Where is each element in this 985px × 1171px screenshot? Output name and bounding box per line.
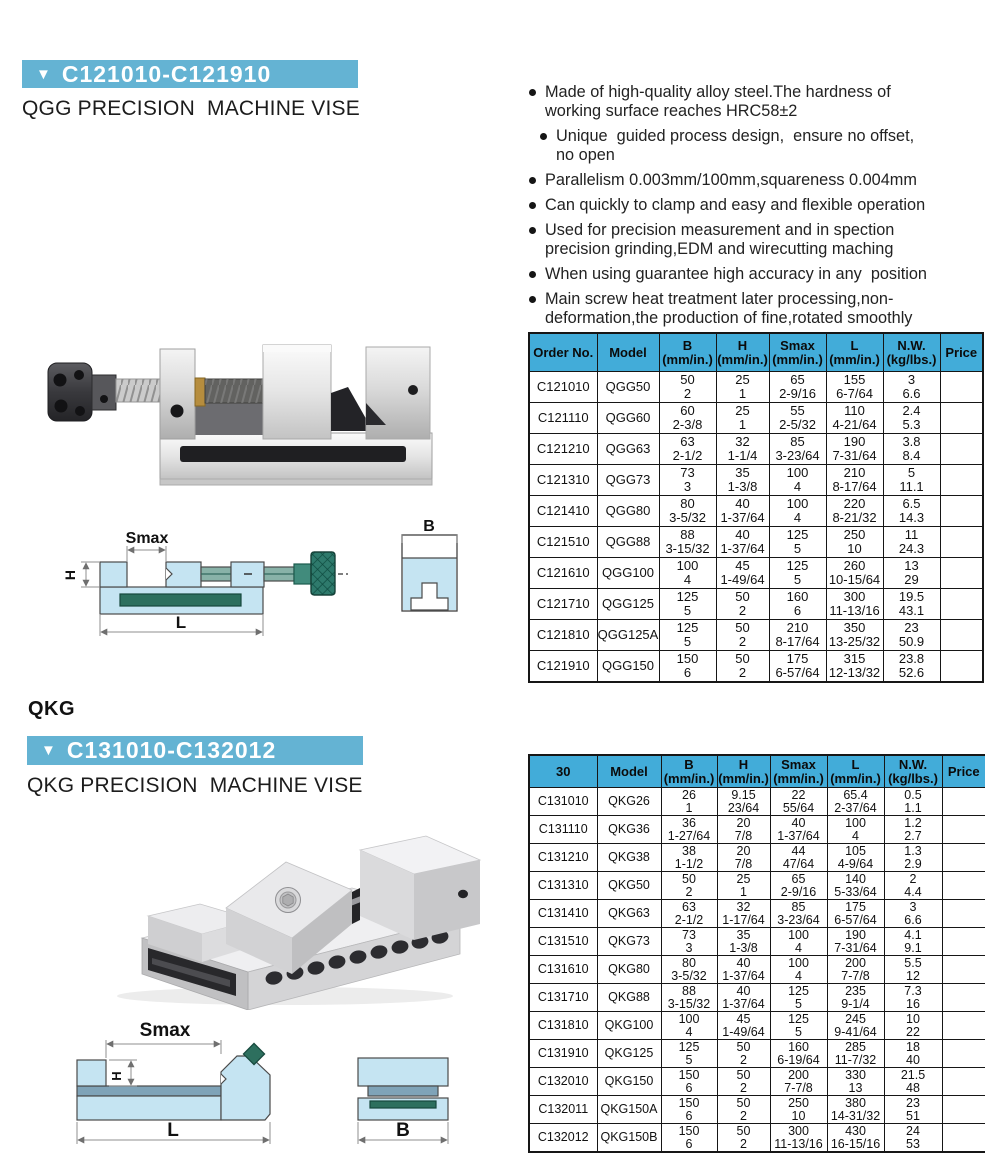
table-cell: 6.5 14.3 (883, 496, 940, 527)
table-cell: 85 3-23/64 (769, 434, 826, 465)
table-cell (942, 844, 985, 872)
feature-text: Parallelism 0.003mm/100mm,squareness 0.004mm (545, 171, 917, 189)
table-cell: 36 1-27/64 (661, 816, 717, 844)
table-cell: C121110 (529, 403, 597, 434)
table-cell: QGG80 (597, 496, 659, 527)
table-cell (942, 1012, 985, 1040)
table-cell: 125 5 (769, 527, 826, 558)
table-cell: 73 3 (661, 928, 717, 956)
table-cell: QKG26 (597, 788, 661, 816)
table-cell: 10 22 (884, 1012, 942, 1040)
qgg-side-view (100, 552, 348, 614)
qkg-end-view (358, 1058, 448, 1120)
table-cell: C131210 (529, 844, 597, 872)
column-header: H (mm/in.) (718, 756, 769, 786)
bullet-icon (529, 296, 536, 303)
feature-text: Used for precision measurement and in spection precision grinding,EDM and wirecutting maching (545, 221, 895, 258)
table-cell: 190 7-31/64 (826, 434, 883, 465)
table-cell (942, 1040, 985, 1068)
table-row (529, 496, 983, 527)
table-row (529, 527, 983, 558)
table-cell: 80 3-5/32 (659, 496, 716, 527)
table-cell: 23 50.9 (883, 620, 940, 651)
table-cell: QGG60 (597, 403, 659, 434)
table-cell: 20 7/8 (717, 816, 770, 844)
table-cell (940, 651, 983, 683)
table-cell: C132011 (529, 1096, 597, 1124)
table-cell: QGG63 (597, 434, 659, 465)
table-cell (940, 527, 983, 558)
table-cell: 18 40 (884, 1040, 942, 1068)
column-header: N.W. (kg/lbs.) (883, 333, 940, 372)
table-cell: 200 7-7/8 (827, 956, 884, 984)
table-cell: 73 3 (659, 465, 716, 496)
table-cell: 210 8-17/64 (769, 620, 826, 651)
table-cell: C131010 (529, 788, 597, 816)
table-cell: C131110 (529, 816, 597, 844)
table-row (529, 872, 985, 900)
table-cell: 100 4 (661, 1012, 717, 1040)
table-cell: 250 10 (826, 527, 883, 558)
table-cell: 21.5 48 (884, 1068, 942, 1096)
qgg-product-photo (30, 333, 490, 523)
table-row (529, 1040, 985, 1068)
bullet-icon (529, 89, 536, 96)
table-cell: 40 1-37/64 (770, 816, 827, 844)
table-cell: C131710 (529, 984, 597, 1012)
table-cell: 50 2 (716, 620, 769, 651)
qgg-dimension-diagram (25, 505, 500, 680)
table-cell: 45 1-49/64 (717, 1012, 770, 1040)
table-cell: QKG88 (597, 984, 661, 1012)
table-cell: QKG50 (597, 872, 661, 900)
table-cell: 11 24.3 (883, 527, 940, 558)
table-cell: C121910 (529, 651, 597, 683)
qkg-product-photo (30, 812, 500, 1010)
table-cell (942, 788, 985, 816)
table-cell: 235 9-1/4 (827, 984, 884, 1012)
table-cell: 40 1-37/64 (716, 496, 769, 527)
table-cell: 5 11.1 (883, 465, 940, 496)
table-cell: QKG73 (597, 928, 661, 956)
table-cell: C121410 (529, 496, 597, 527)
table-cell: 63 2-1/2 (661, 900, 717, 928)
feature-text: When using guarantee high accuracy in any position (545, 265, 927, 283)
table-cell (940, 372, 983, 403)
table-cell: 9.15 23/64 (717, 788, 770, 816)
bullet-icon (529, 177, 536, 184)
table-cell: C131910 (529, 1040, 597, 1068)
table-cell: QKG36 (597, 816, 661, 844)
section-title-qgg: QGG PRECISION MACHINE VISE (22, 97, 360, 120)
table-cell: C121810 (529, 620, 597, 651)
table-row (529, 372, 983, 403)
table-cell: 110 4-21/64 (826, 403, 883, 434)
table-cell (940, 434, 983, 465)
table-cell (940, 496, 983, 527)
table-cell (942, 1124, 985, 1153)
feature-text: Main screw heat treatment later processing,non- deformation,the production of fine,rotated smoothly (545, 290, 913, 327)
table-cell: 65 2-9/16 (770, 872, 827, 900)
table-cell: QGG125 (597, 589, 659, 620)
column-header: 30 (529, 755, 597, 788)
table-cell: QKG150A (597, 1096, 661, 1124)
table-cell: 1.2 2.7 (884, 816, 942, 844)
table-cell: 150 6 (659, 651, 716, 683)
dimension-label-b: B (396, 1120, 410, 1141)
table-cell: 7.3 16 (884, 984, 942, 1012)
table-cell: 26 1 (661, 788, 717, 816)
table-row (529, 984, 985, 1012)
table-row (529, 620, 983, 651)
table-cell: 140 5-33/64 (827, 872, 884, 900)
table-cell: 125 5 (659, 589, 716, 620)
table-cell: 13 29 (883, 558, 940, 589)
table-cell: C121510 (529, 527, 597, 558)
table-cell: QGG100 (597, 558, 659, 589)
table-cell: 430 16-15/16 (827, 1124, 884, 1153)
table-cell: 5.5 12 (884, 956, 942, 984)
series-label-qkg: QKG (28, 698, 76, 720)
section-banner-qkg (27, 736, 363, 765)
table-cell: QGG73 (597, 465, 659, 496)
table-cell: C121710 (529, 589, 597, 620)
table-cell: 63 2-1/2 (659, 434, 716, 465)
table-cell: 40 1-37/64 (717, 956, 770, 984)
dimension-label-h: H (62, 569, 78, 581)
table-cell (942, 928, 985, 956)
table-cell: 175 6-57/64 (827, 900, 884, 928)
table-cell: 190 7-31/64 (827, 928, 884, 956)
column-header: H (mm/in.) (716, 333, 769, 372)
column-header: Model (597, 755, 661, 788)
table-row (529, 558, 983, 589)
table-cell: C121010 (529, 372, 597, 403)
table-row (529, 928, 985, 956)
table-cell: 125 5 (659, 620, 716, 651)
table-cell: 160 6-19/64 (770, 1040, 827, 1068)
feature-item (529, 196, 985, 215)
table-cell: 200 7-7/8 (770, 1068, 827, 1096)
table-cell: QKG63 (597, 900, 661, 928)
column-header: Order No. (529, 333, 597, 372)
table-cell: 38 1-1/2 (661, 844, 717, 872)
table-row (529, 844, 985, 872)
table-cell: 300 11-13/16 (826, 589, 883, 620)
table-cell: 40 1-37/64 (717, 984, 770, 1012)
table-cell: C131810 (529, 1012, 597, 1040)
table-cell: QGG150 (597, 651, 659, 683)
table-cell: 50 2 (659, 372, 716, 403)
table-row (529, 956, 985, 984)
table-cell: C131610 (529, 956, 597, 984)
table-cell: QKG100 (597, 1012, 661, 1040)
table-cell: 0.5 1.1 (884, 788, 942, 816)
table-cell (942, 1068, 985, 1096)
table-cell: 50 2 (717, 1040, 770, 1068)
table-cell: C132010 (529, 1068, 597, 1096)
table-cell: 150 6 (661, 1068, 717, 1096)
table-cell: QKG38 (597, 844, 661, 872)
section-banner-qgg (22, 60, 358, 88)
table-cell: 105 4-9/64 (827, 844, 884, 872)
table-cell (942, 872, 985, 900)
table-row (529, 816, 985, 844)
table-cell: 4.1 9.1 (884, 928, 942, 956)
table-cell: 23 51 (884, 1096, 942, 1124)
table-cell: 3.8 8.4 (883, 434, 940, 465)
table-cell: 35 1-3/8 (717, 928, 770, 956)
dimension-label-l: L (175, 613, 187, 632)
table-row (529, 900, 985, 928)
table-cell (942, 956, 985, 984)
table-cell (940, 589, 983, 620)
table-cell: 315 12-13/32 (826, 651, 883, 683)
table-cell: 50 2 (661, 872, 717, 900)
table-row (529, 403, 983, 434)
table-cell (942, 900, 985, 928)
column-header: B (mm/in.) (661, 755, 717, 788)
feature-text: Made of high-quality alloy steel.The hardness of working surface reaches HRC58±2 (545, 83, 891, 120)
table-row (529, 434, 983, 465)
table-cell: QKG150 (597, 1068, 661, 1096)
table-cell: 22 55/64 (770, 788, 827, 816)
table-cell: QKG125 (597, 1040, 661, 1068)
table-cell: 88 3-15/32 (659, 527, 716, 558)
table-cell: QGG88 (597, 527, 659, 558)
table-cell (942, 984, 985, 1012)
banner-code-range: C121010-C121910 (61, 60, 272, 87)
table-cell: 330 13 (827, 1068, 884, 1096)
triangle-down-icon: ▼ (41, 742, 56, 759)
table-cell: 45 1-49/64 (716, 558, 769, 589)
dimension-label-b: B (423, 518, 435, 535)
table-cell: 50 2 (716, 651, 769, 683)
table-cell: 88 3-15/32 (661, 984, 717, 1012)
table-cell: 20 7/8 (717, 844, 770, 872)
table-cell: 50 2 (716, 589, 769, 620)
table-cell: QGG125A (597, 620, 659, 651)
column-header: Smax (mm/in.) (770, 755, 827, 788)
column-header: N.W. (kg/lbs.) (884, 755, 942, 788)
table-cell: 260 10-15/64 (826, 558, 883, 589)
table-cell: 150 6 (661, 1096, 717, 1124)
table-cell: 25 1 (716, 372, 769, 403)
table-cell (940, 403, 983, 434)
table-cell: 125 5 (769, 558, 826, 589)
table-cell: 100 4 (770, 956, 827, 984)
table-cell: QGG50 (597, 372, 659, 403)
table-cell: 3 6.6 (884, 900, 942, 928)
table-cell: 24 53 (884, 1124, 942, 1153)
feature-text: Can quickly to clamp and easy and flexible operation (545, 196, 926, 214)
table-cell: 160 6 (769, 589, 826, 620)
table-cell: 100 4 (769, 465, 826, 496)
table-cell: 1.3 2.9 (884, 844, 942, 872)
column-header: B (mm/in.) (659, 333, 716, 372)
table-cell: 25 1 (717, 872, 770, 900)
table-cell: C121310 (529, 465, 597, 496)
dimension-label-smax: Smax (139, 1020, 191, 1041)
table-cell: 23.8 52.6 (883, 651, 940, 683)
table-cell: 50 2 (717, 1096, 770, 1124)
table-cell: QKG150B (597, 1124, 661, 1153)
table-cell: C121610 (529, 558, 597, 589)
table-cell: 125 5 (770, 984, 827, 1012)
dimension-label-smax: Smax (125, 530, 169, 547)
column-header: Model (597, 333, 659, 372)
table-cell: 50 2 (717, 1068, 770, 1096)
section-title-qkg: QKG PRECISION MACHINE VISE (27, 774, 363, 797)
table-cell: 245 9-41/64 (827, 1012, 884, 1040)
column-header: Price (942, 755, 985, 788)
qkg-vise-shapes (117, 836, 480, 1010)
table-row (529, 788, 985, 816)
table-cell: 35 1-3/8 (716, 465, 769, 496)
table-cell: C121210 (529, 434, 597, 465)
table-cell (940, 465, 983, 496)
feature-item (540, 127, 985, 165)
table-cell: 100 4 (659, 558, 716, 589)
qgg-end-view (402, 534, 457, 611)
table-cell: C131410 (529, 900, 597, 928)
table-cell: 380 14-31/32 (827, 1096, 884, 1124)
bullet-icon (529, 202, 536, 209)
table-cell (940, 558, 983, 589)
table-cell: 220 8-21/32 (826, 496, 883, 527)
qkg-spec-table (528, 754, 985, 1153)
qgg-vise-shapes (48, 345, 432, 485)
table-cell: C131510 (529, 928, 597, 956)
table-row (529, 1124, 985, 1153)
table-cell: 100 4 (770, 928, 827, 956)
table-cell: 19.5 43.1 (883, 589, 940, 620)
table-cell: 210 8-17/64 (826, 465, 883, 496)
feature-item (529, 171, 985, 190)
feature-item (529, 221, 985, 259)
table-row (529, 465, 983, 496)
table-cell: 60 2-3/8 (659, 403, 716, 434)
table-cell: 155 6-7/64 (826, 372, 883, 403)
table-cell: 65.4 2-37/64 (827, 788, 884, 816)
feature-item (529, 83, 985, 121)
dimension-label-h: H (109, 1071, 124, 1081)
table-cell: C132012 (529, 1124, 597, 1153)
table-cell: 25 1 (716, 403, 769, 434)
table-cell (940, 620, 983, 651)
bullet-icon (540, 133, 547, 140)
table-cell: 150 6 (661, 1124, 717, 1153)
dimension-label-l: L (167, 1120, 179, 1141)
bullet-icon (529, 271, 536, 278)
table-row (529, 1068, 985, 1096)
table-cell: 80 3-5/32 (661, 956, 717, 984)
table-cell: 32 1-17/64 (717, 900, 770, 928)
feature-item (529, 290, 985, 328)
table-cell: 2 4.4 (884, 872, 942, 900)
table-cell: 44 47/64 (770, 844, 827, 872)
table-cell: 100 4 (769, 496, 826, 527)
column-header: L (mm/in.) (827, 755, 884, 788)
table-cell: 350 13-25/32 (826, 620, 883, 651)
qgg-spec-table (528, 332, 984, 683)
table-cell: 85 3-23/64 (770, 900, 827, 928)
feature-list (529, 83, 985, 334)
feature-text: Unique guided process design, ensure no offset, no open (556, 127, 915, 164)
feature-item (529, 265, 985, 284)
table-cell: 100 4 (827, 816, 884, 844)
table-cell: 2.4 5.3 (883, 403, 940, 434)
table-cell: 65 2-9/16 (769, 372, 826, 403)
column-header: L (mm/in.) (826, 333, 883, 372)
table-row (529, 589, 983, 620)
bullet-icon (529, 227, 536, 234)
banner-code-range: C131010-C132012 (66, 737, 277, 763)
column-header: Price (940, 333, 983, 372)
triangle-down-icon: ▼ (36, 65, 51, 83)
table-cell: 50 2 (717, 1124, 770, 1153)
table-cell (942, 1096, 985, 1124)
table-cell: 32 1-1/4 (716, 434, 769, 465)
qkg-dimension-diagram (25, 1008, 520, 1170)
column-header: Smax (mm/in.) (769, 333, 826, 372)
table-cell: 175 6-57/64 (769, 651, 826, 683)
table-cell: 3 6.6 (883, 372, 940, 403)
table-cell: 40 1-37/64 (716, 527, 769, 558)
table-cell: 125 5 (770, 1012, 827, 1040)
table-cell: 285 11-7/32 (827, 1040, 884, 1068)
table-cell: QKG80 (597, 956, 661, 984)
table-row (529, 651, 983, 683)
table-cell: 300 11-13/16 (770, 1124, 827, 1153)
table-row (529, 1012, 985, 1040)
table-cell: 125 5 (661, 1040, 717, 1068)
table-row (529, 1096, 985, 1124)
table-cell: 55 2-5/32 (769, 403, 826, 434)
table-cell: 250 10 (770, 1096, 827, 1124)
table-cell: C131310 (529, 872, 597, 900)
table-cell (942, 816, 985, 844)
